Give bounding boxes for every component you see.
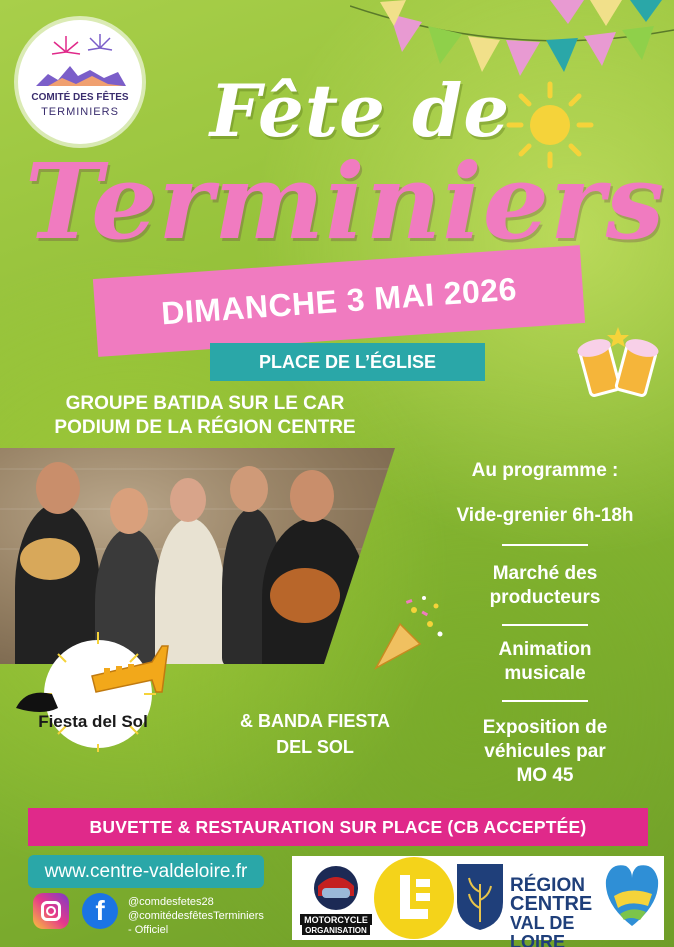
social-handle: - Officiel [128, 924, 169, 936]
program-item-line: Animation [498, 639, 592, 660]
facebook-icon[interactable]: f [82, 893, 118, 929]
program-item [415, 504, 674, 528]
groupe-line1: GROUPE BATIDA SUR LE CAR [65, 393, 345, 414]
banda-text [215, 708, 415, 760]
l-sponsor-logo [374, 857, 454, 939]
region-line3: VAL DE LOIRE [510, 913, 575, 947]
program-item [415, 562, 674, 610]
motorcycle-organisation-logo [296, 858, 376, 938]
website-link[interactable] [28, 855, 264, 888]
coat-of-arms-icon [455, 862, 505, 932]
groupe-text [25, 392, 385, 440]
groupe-line2: PODIUM DE LA RÉGION CENTRE [54, 417, 356, 438]
moto-line1: MOTORCYCLE [304, 915, 368, 925]
cheers-icon [573, 325, 663, 405]
banda-line1: & BANDA FIESTA [240, 711, 390, 731]
party-popper-icon [370, 594, 450, 674]
logo-line2: TERMINIERS [41, 106, 119, 118]
program-item-line: producteurs [489, 587, 601, 608]
fiesta-logo-text: Fiesta del Sol [38, 712, 148, 731]
program-item [415, 638, 674, 686]
program-item-line: véhicules par [484, 741, 606, 762]
program-item-line: Marché des [492, 563, 598, 584]
logo-line1: COMITÉ DES FÊTES [31, 92, 129, 103]
title-line1: Fête de [209, 68, 511, 153]
title-line2: Terminiers [24, 140, 666, 263]
instagram-icon[interactable] [33, 893, 69, 929]
banda-line2: DEL SOL [276, 737, 354, 757]
buvette-text: BUVETTE & RESTAURATION SUR PLACE (CB ACCEPTÉE) [89, 816, 587, 837]
region-line1: RÉGION [510, 875, 585, 896]
program-item-line: Vide-grenier 6h-18h [456, 505, 634, 526]
website-text: www.centre-valdeloire.fr [44, 860, 248, 882]
event-date: DIMANCHE 3 MAI 2026 [160, 270, 518, 331]
program-separator [502, 624, 588, 626]
comite-logo [18, 20, 142, 144]
social-handle: @comdesfetes28 [128, 896, 214, 908]
program-item [415, 716, 674, 788]
social-handles [128, 895, 298, 937]
buvette-banner [28, 808, 648, 846]
region-text [510, 876, 610, 947]
social-handle: @comitédesfêtesTerminiers [128, 910, 264, 922]
region-line2: CENTRE [510, 893, 593, 915]
fireworks-icon [28, 30, 132, 90]
fiesta-del-sol-logo [12, 632, 178, 752]
event-place: PLACE DE L’ÉGLISE [258, 351, 437, 372]
place-banner [210, 343, 485, 381]
program-item-line: MO 45 [516, 765, 574, 786]
program-heading: Au programme : [471, 460, 619, 481]
region-heart-logo [600, 856, 664, 936]
program-separator [502, 700, 588, 702]
program-item-line: Exposition de [482, 717, 608, 738]
program-separator [502, 544, 588, 546]
program-item-line: musicale [504, 663, 586, 684]
moto-line2: ORGANISATION [305, 926, 367, 935]
